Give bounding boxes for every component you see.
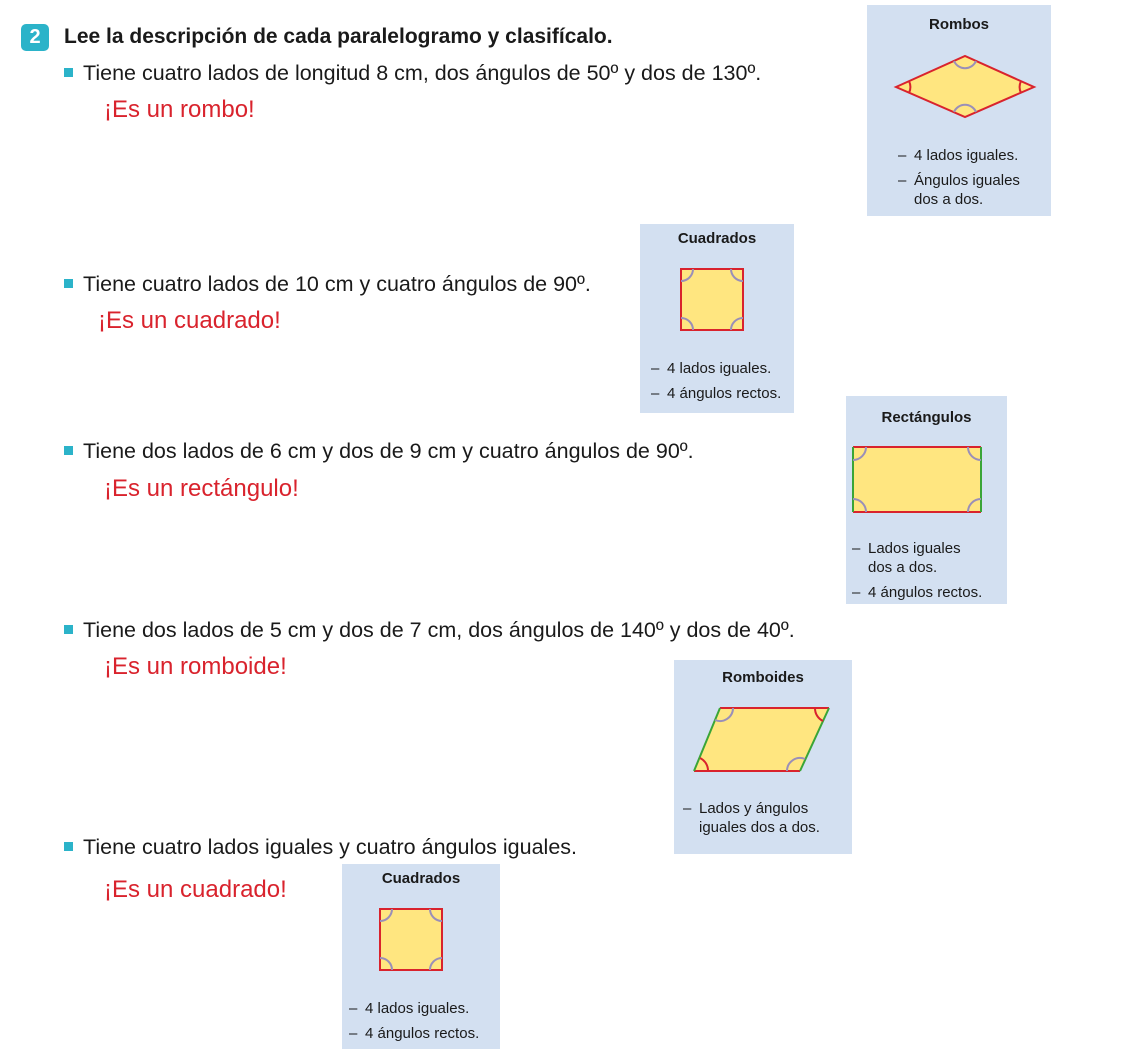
feature-text: 4 ángulos rectos. [365,1025,480,1042]
answer-rombo: ¡Es un rombo! [104,96,255,123]
square-figure [342,864,500,984]
bullet-icon [64,68,73,77]
item-text: Tiene cuatro lados iguales y cuatro ángulos iguales. [83,835,578,859]
answer-cuadrado-2: ¡Es un cuadrado! [104,876,287,903]
card-features: – 4 lados iguales. – Ángulos iguales dos a dos. [898,147,1020,208]
bullet-icon [64,625,73,634]
card-title: Rectángulos [881,409,972,426]
card-cuadrados-2 [342,864,500,1049]
item-text: Tiene cuatro lados de 10 cm y cuatro ángulos de 90º. [83,272,591,296]
rectangle-figure [846,396,1007,521]
card-features: – 4 lados iguales. – 4 ángulos rectos. [349,1000,480,1042]
feature-text: iguales dos a dos. [699,819,820,836]
card-romboides [674,660,852,854]
feature-text: 4 lados iguales. [667,360,772,377]
item-text: Tiene dos lados de 6 cm y dos de 9 cm y cuatro ángulos de 90º. [83,439,694,463]
feature-text: Lados y ángulos [699,800,809,817]
item-text: Tiene cuatro lados de longitud 8 cm, dos ángulos de 50º y dos de 130º. [83,61,762,85]
exercise-instruction: Lee la descripción de cada paralelogramo y clasifícalo. [64,25,613,48]
card-title: Cuadrados [381,870,461,887]
card-features: – Lados y ángulos iguales dos a dos. [683,800,820,836]
feature-text: 4 ángulos rectos. [868,584,983,601]
answer-romboide: ¡Es un romboide! [104,653,287,680]
card-features: – Lados iguales dos a dos. – 4 ángulos rectos. [852,540,983,601]
feature-text: Ángulos iguales [914,172,1020,189]
square-figure [640,224,794,344]
exercise-number-badge: 2 [21,24,49,51]
bullet-icon [64,446,73,455]
card-cuadrados-1 [640,224,794,413]
card-title: Rombos [929,16,989,33]
bullet-icon [64,279,73,288]
item-rombo [64,61,761,86]
answer-cuadrado-1: ¡Es un cuadrado! [98,307,281,334]
feature-text: 4 ángulos rectos. [667,385,782,402]
card-title: Cuadrados [677,230,757,247]
bullet-icon [64,842,73,851]
card-rectangulos [846,396,1007,604]
feature-text: 4 lados iguales. [914,147,1019,164]
feature-text: dos a dos. [868,559,938,576]
rhombus-figure [867,5,1051,135]
item-cuadrado-1 [64,272,591,297]
feature-text: dos a dos. [914,191,984,208]
card-features: – 4 lados iguales. – 4 ángulos rectos. [651,360,782,402]
card-rombos [867,5,1051,216]
item-romboide [64,618,795,643]
item-rectangulo [64,439,694,464]
feature-text: Lados iguales [868,540,961,557]
item-cuadrado-2 [64,835,577,860]
answer-rectangulo: ¡Es un rectángulo! [104,475,299,502]
feature-text: 4 lados iguales. [365,1000,470,1017]
card-title: Romboides [722,669,804,686]
item-text: Tiene dos lados de 5 cm y dos de 7 cm, dos ángulos de 140º y dos de 40º. [83,618,795,642]
rhomboid-figure [674,660,852,785]
